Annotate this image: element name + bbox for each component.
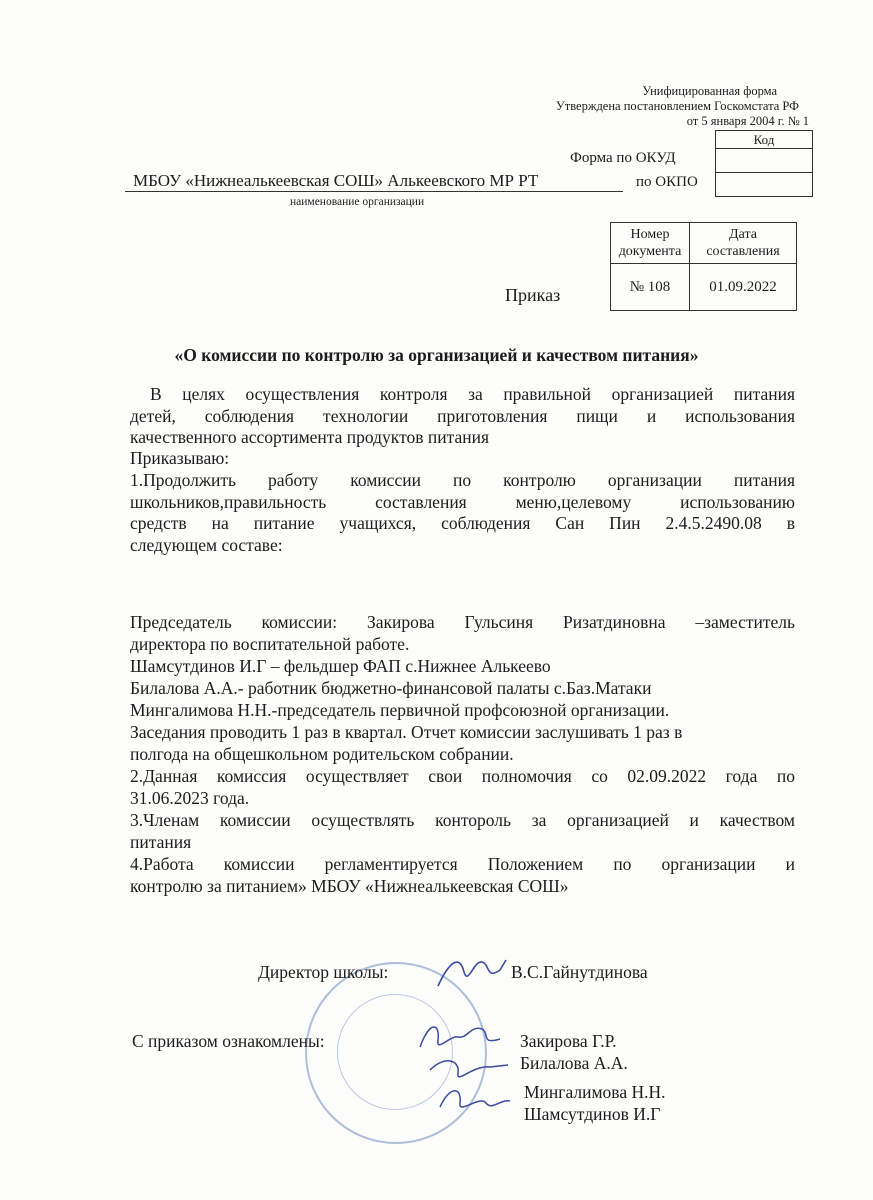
item3-l2: питания	[130, 832, 192, 852]
intro-l3: качественного ассортимента продуктов питания	[130, 427, 490, 447]
member-shamsutdinov: Шамсутдинов И.Г – фельдшер ФАП с.Нижнее Алькеево	[130, 656, 551, 676]
item4-l2: контролю за питанием» МБОУ «Нижнеалькеевская СОШ»	[130, 876, 569, 896]
doc-date-header	[690, 223, 797, 264]
acquainted-name-3: Мингалимова Н.Н.	[524, 1082, 666, 1102]
doc-number-header	[611, 223, 690, 264]
okpo-code-cell	[716, 173, 813, 197]
member-mingalimova: Мингалимова Н.Н.-председатель первичной профсоюзной организации.	[130, 700, 670, 720]
code-table	[715, 130, 813, 197]
item1-paragraph	[130, 470, 795, 535]
form-header	[556, 84, 809, 129]
member-bilalova: Билалова А.А.- работник бюджетно-финансовой палаты с.Баз.Матаки	[130, 678, 652, 698]
item4-line	[130, 854, 795, 876]
item3-line	[130, 810, 795, 832]
okpo-label: по ОКПО	[636, 174, 698, 190]
form-header-line1: Унифицированная форма	[642, 84, 777, 98]
acquainted-name-4: Шамсутдинов И.Г	[524, 1104, 661, 1124]
form-header-line2: Утверждена постановлением Госкомстата РФ	[555, 99, 799, 113]
doc-date: 01.09.2022	[690, 264, 797, 311]
item1-l4: следующем составе:	[130, 535, 283, 555]
doc-date-header-l2: составления	[706, 244, 780, 259]
doc-type: Приказ	[505, 285, 561, 305]
acquainted-signatures	[410, 1015, 520, 1130]
document-table	[610, 222, 797, 311]
item2-l1: 2.Данная комиссия осуществляет свои полномочия со 02.09.2022 года по	[130, 766, 795, 786]
doc-number: № 108	[611, 264, 690, 311]
director-name: В.С.Гайнутдинова	[511, 962, 648, 982]
item4-l1: 4.Работа комиссии регламентируется Положением по организации и	[130, 854, 795, 874]
form-header-line3: от 5 января 2004 г. № 1	[686, 114, 809, 128]
acquainted-name-2: Билалова А.А.	[520, 1053, 628, 1073]
doc-date-header-l1: Дата	[729, 227, 757, 242]
order-word: Приказываю:	[130, 448, 230, 468]
item2-line	[130, 766, 795, 788]
director-signature-mark	[430, 950, 510, 995]
code-header: Код	[716, 131, 813, 149]
director-role: Директор школы:	[258, 962, 389, 982]
item1-l1: 1.Продолжить работу комиссии по контролю организации питания	[130, 470, 795, 490]
item1-l2: школьников,правильность составления меню,целевому использованию	[130, 491, 795, 512]
chair-l1: Председатель комиссии: Закирова Гульсиня Ризатдиновна –заместитель	[130, 612, 795, 632]
order-title: «О комиссии по контролю за организацией и качеством питания»	[174, 345, 699, 365]
chair-l2: директора по воспитательной работе.	[130, 634, 410, 654]
item1-l3: средств на питание учащихся, соблюдения Сан Пин 2.4.5.2490.08 в	[130, 513, 795, 533]
meetings-l2: полгода на общешкольном родительском собрании.	[130, 744, 514, 764]
organization-name: МБОУ «Нижнеалькеевская СОШ» Алькеевского МР РТ	[125, 171, 623, 192]
meetings-l1: Заседания проводить 1 раз в квартал. Отчет комиссии заслушивать 1 раз в	[130, 722, 683, 742]
okud-label: Форма по ОКУД	[570, 150, 676, 166]
intro-l1: В целях осуществления контроля за правильной организацией питания	[150, 384, 795, 404]
doc-number-header-l1: Номер	[630, 227, 670, 242]
item3-l1: 3.Членам комиссии осуществлять контороль за организацией и качеством	[130, 810, 795, 830]
acquainted-label: С приказом ознакомлены:	[132, 1031, 325, 1051]
intro-l2: детей, соблюдения технологии приготовления пищи и использования	[130, 405, 795, 426]
item2-l2: 31.06.2023 года.	[130, 788, 250, 808]
intro-paragraph	[130, 384, 795, 427]
okud-code-cell	[716, 149, 813, 173]
organization-caption: наименование организации	[290, 196, 425, 208]
acquainted-name-1: Закирова Г.Р.	[520, 1031, 617, 1051]
chair-line	[130, 612, 795, 634]
doc-number-header-l2: документа	[618, 244, 682, 259]
